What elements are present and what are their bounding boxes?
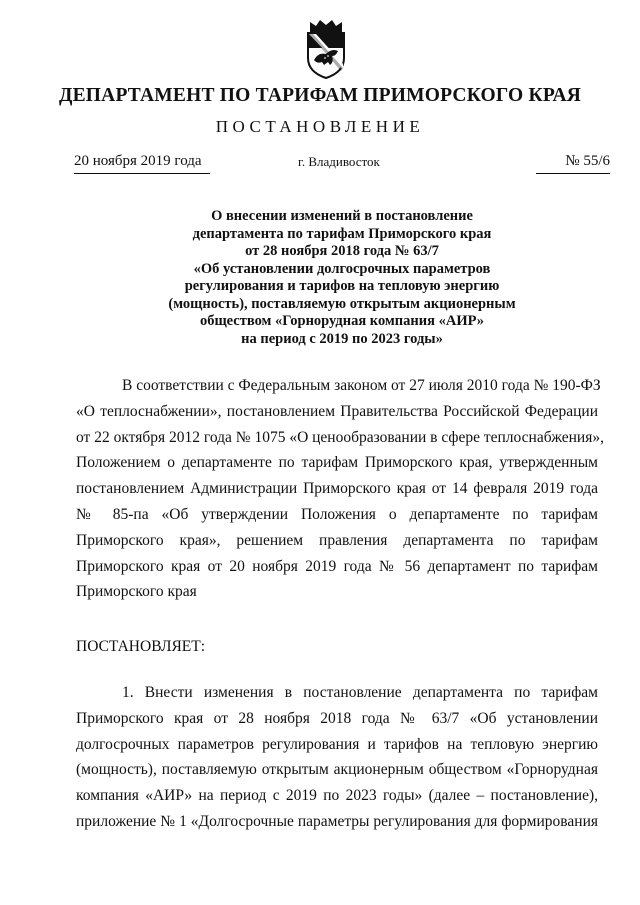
document-city: г. Владивосток — [298, 154, 380, 169]
item-1-line: Приморского края от 28 ноября 2018 года № 63/7 «Об установлении — [76, 709, 598, 727]
item-1-line: 1. Внести изменения в постановление департамента по тарифам — [122, 684, 598, 701]
item-1-line: (мощность), поставляемую открытым акционерным обществом «Горнорудная — [76, 761, 598, 779]
document-meta-row — [74, 153, 610, 179]
document-type: ПОСТАНОВЛЕНИЕ — [215, 117, 425, 136]
preamble-line: Приморского края — [76, 583, 197, 601]
preamble-line: постановлением Администрации Приморского края от 14 февраля 2019 года — [76, 480, 598, 498]
resolves-heading: ПОСТАНОВЛЯЕТ: — [76, 638, 206, 655]
document-date: 20 ноября 2019 года — [74, 153, 210, 174]
item-1-paragraph — [76, 680, 598, 835]
coat-of-arms-icon — [296, 18, 356, 80]
subject-line: на период с 2019 по 2023 годы» — [241, 330, 443, 347]
subject-line: департамента по тарифам Приморского края — [192, 225, 492, 242]
department-title: ДЕПАРТАМЕНТ ПО ТАРИФАМ ПРИМОРСКОГО КРАЯ — [58, 85, 582, 106]
subject-line: «Об установлении долгосрочных параметров — [193, 260, 491, 277]
item-1-line: приложение № 1 «Долгосрочные параметры регулирования для формирования — [76, 812, 598, 830]
subject-line: обществом «Горнорудная компания «АИР» — [199, 313, 485, 329]
preamble-line: Приморского края», решением правления департамента по тарифам — [76, 531, 598, 549]
preamble-line: В соответствии с Федеральным законом от 27 июля 2010 года № 190-ФЗ — [122, 377, 601, 394]
subject-line: О внесении изменений в постановление — [211, 208, 473, 224]
item-1-line: долгосрочных параметров регулирования и тарифов на тепловую энергию — [76, 735, 598, 753]
preamble-line: Приморского края от 20 ноября 2019 года № 56 департамент по тарифам — [76, 557, 598, 575]
subject-line: (мощность), поставляемую открытым акционерным — [168, 295, 516, 312]
item-1-line: компания «АИР» на период с 2019 по 2023 годы» (далее – постановление), — [76, 787, 598, 805]
document-subject — [74, 208, 610, 348]
preamble-paragraph — [76, 373, 604, 605]
document-number: № 55/6 — [536, 153, 610, 174]
preamble-line: от 22 октября 2012 года № 1075 «О ценообразовании в сфере теплоснабжения», — [76, 428, 604, 446]
subject-line: от 28 ноября 2018 года № 63/7 — [245, 243, 439, 259]
preamble-line: «О теплоснабжении», постановлением Правительства Российской Федерации — [76, 402, 598, 420]
subject-line: регулирования и тарифов на тепловую энергию — [184, 278, 500, 294]
preamble-line: Положением о департаменте по тарифам Приморского края, утвержденным — [76, 454, 598, 472]
preamble-line: № 85-па «Об утверждении Положения о департаменте по тарифам — [76, 505, 598, 523]
